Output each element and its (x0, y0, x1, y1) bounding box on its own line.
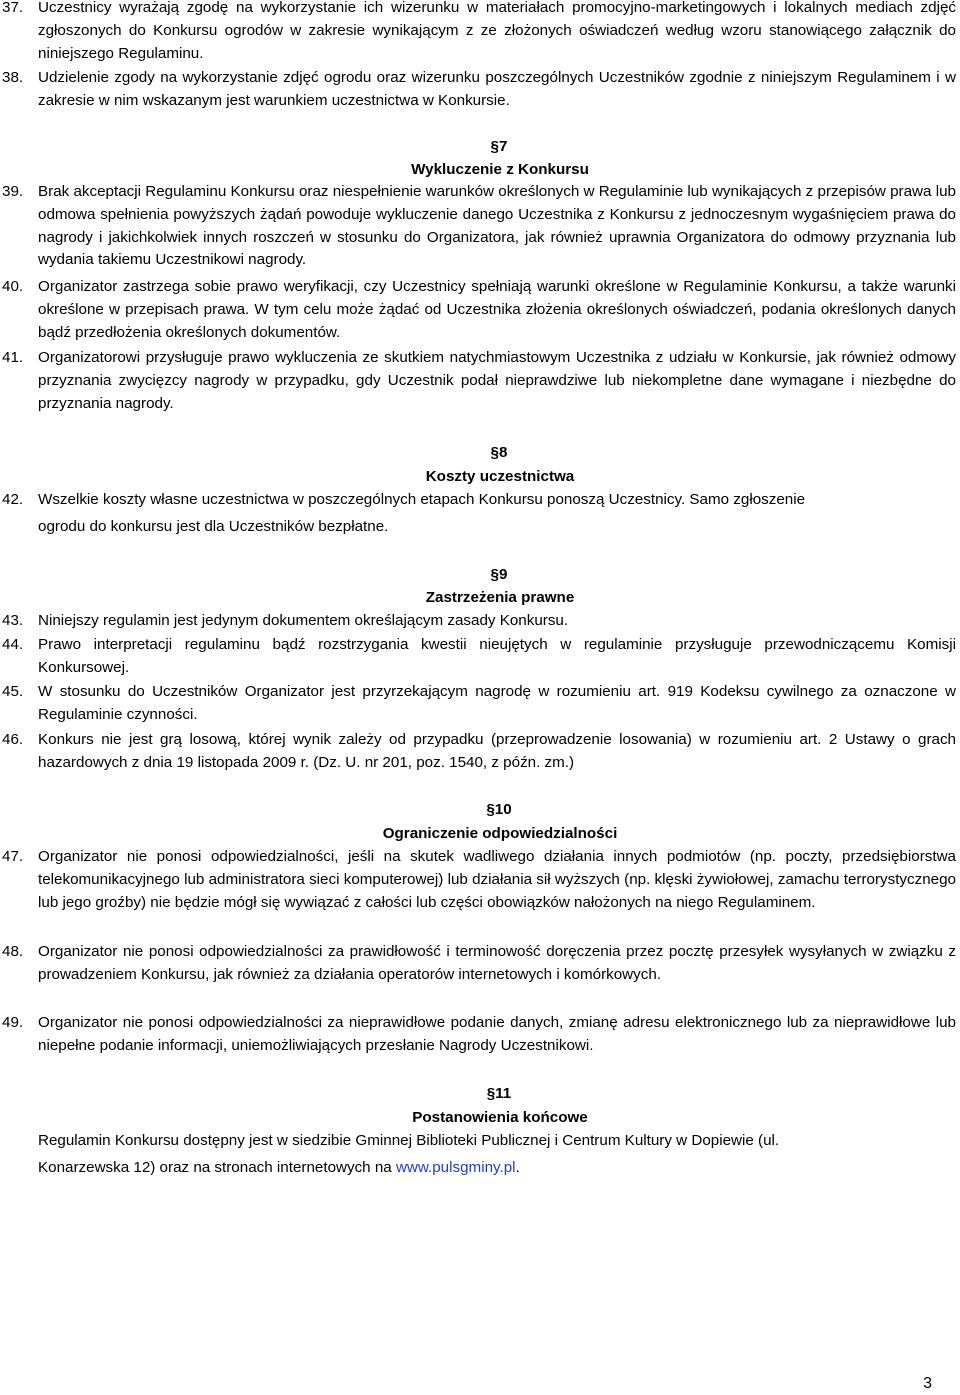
paragraph-39 (2, 181, 956, 272)
paragraph-38 (2, 67, 956, 113)
final-provisions-line-2 (38, 1157, 956, 1180)
section-11-number: §11 (486, 1085, 512, 1102)
paragraph-46 (2, 729, 956, 775)
paragraph-number: 44. (2, 636, 24, 653)
paragraph-text: Organizator nie ponosi odpowiedzialności za prawidłowość i terminowość doręczenia przez pocztę przesyłek wysyłanych w związku z prowadzeniem Konkursu, jak również za działania operatorów internetowych i komórkowych. (38, 943, 956, 983)
section-10-title: Ograniczenie odpowiedzialności (382, 825, 618, 842)
section-10-number: §10 (486, 801, 512, 818)
paragraph-text: Udzielenie zgody na wykorzystanie zdjęć ogrodu oraz wizerunku poszczególnych Uczestników zgodnie z niniejszym Regulaminem i w zakresie w nim wskazanym jest warunkiem uczestnictwa w Konkursie. (38, 69, 956, 109)
final-provisions-line-1: Regulamin Konkursu dostępny jest w siedzibie Gminnej Biblioteki Publicznej i Centrum Kultury w Dopiewie (ul. (38, 1132, 780, 1149)
website-link[interactable]: www.pulsgminy.pl (395, 1159, 516, 1176)
paragraph-text: Organizatorowi przysługuje prawo wykluczenia ze skutkiem natychmiastowym Uczestnika z udziału w Konkursie, jak również odmowy przyznania zwycięzcy nagrody w przypadku, gdy Uczestnik podał nieprawdziwe lub niekompletne dane wymagane i niezbędne do przyznania nagrody. (38, 349, 956, 412)
paragraph-42-continuation: ogrodu do konkursu jest dla Uczestników bezpłatne. (38, 518, 389, 535)
final-provisions-period: . (515, 1159, 520, 1176)
section-8-title: Koszty uczestnictwa (425, 468, 575, 485)
paragraph-text: Wszelkie koszty własne uczestnictwa w poszczególnych etapach Konkursu ponoszą Uczestnicy. Samo zgłoszenie (38, 491, 806, 508)
paragraph-number: 37. (2, 0, 24, 16)
paragraph-37 (2, 0, 956, 65)
paragraph-45 (2, 681, 956, 727)
paragraph-text: Organizator zastrzega sobie prawo weryfikacji, czy Uczestnicy spełniają warunki określone w Regulaminie Konkursu, a także warunki określone w przepisach prawa. W tym celu może żądać od Uczestnika złożenia określonych oświadczeń, podania określonych danych bądź przedłożenia określonych dokumentów. (38, 278, 956, 341)
section-9-title: Zastrzeżenia prawne (425, 589, 575, 606)
page-number: 3 (923, 1375, 932, 1392)
paragraph-number: 47. (2, 848, 24, 865)
final-provisions-text: Konarzewska 12) oraz na stronach internetowych na (38, 1159, 396, 1176)
paragraph-text: Organizator nie ponosi odpowiedzialności, jeśli na skutek wadliwego działania innych podmiotów (np. poczty, przedsiębiorstwa telekomunikacyjnego lub administratora sieci komputerowej) lub działania sił wyższych (np. klęski żywiołowej, zamachu terrorystycznego lub jego groźby) nie będzie mógł się wywiązać z całości lub części obowiązków nałożonych na niego Regulaminem. (38, 848, 956, 911)
paragraph-number: 41. (2, 349, 24, 366)
paragraph-number: 42. (2, 491, 24, 508)
paragraph-text: Brak akceptacji Regulaminu Konkursu oraz niespełnienie warunków określonych w Regulaminie lub wynikających z przepisów prawa lub odmowa spełnienia powyższych żądań powoduje wykluczenie danego Uczestnika z Konkursu z jednoczesnym wygaśnięciem prawa do nagrody i jakichkolwiek innych roszczeń w stosunku do Organizatora, jak również uprawnia Organizatora do odmowy przyznania lub wydania takiemu Uczestnikowi nagrody. (38, 183, 956, 269)
section-8-number: §8 (490, 444, 508, 461)
paragraph-48 (2, 941, 956, 987)
paragraph-number: 49. (2, 1014, 24, 1031)
paragraph-49 (2, 1012, 956, 1058)
paragraph-text: Konkurs nie jest grą losową, której wynik zależy od przypadku (przeprowadzenie losowania) w rozumieniu art. 2 Ustawy o grach hazardowych z dnia 19 listopada 2009 r. (Dz. U. nr 201, poz. 1540, z późn. zm.) (38, 731, 956, 771)
paragraph-40 (2, 276, 956, 344)
paragraph-number: 46. (2, 731, 24, 748)
paragraph-number: 43. (2, 612, 24, 629)
paragraph-42 (2, 489, 956, 512)
paragraph-text: W stosunku do Uczestników Organizator jest przyrzekającym nagrodę w rozumieniu art. 919 Kodeksu cywilnego za oznaczone w Regulaminie czynności. (38, 683, 956, 723)
paragraph-47 (2, 846, 956, 914)
paragraph-number: 45. (2, 683, 24, 700)
paragraph-44 (2, 634, 956, 680)
section-7-title: Wykluczenie z Konkursu (411, 161, 589, 178)
paragraph-text: Prawo interpretacji regulaminu bądź rozstrzygania kwestii nieujętych w regulaminie przysługuje przewodniczącemu Komisji Konkursowej. (38, 636, 956, 676)
paragraph-number: 39. (2, 183, 24, 200)
paragraph-number: 48. (2, 943, 24, 960)
paragraph-text: Uczestnicy wyrażają zgodę na wykorzystanie ich wizerunku w materiałach promocyjno-marketingowych i lokalnych mediach zdjęć zgłoszonych do Konkursu ogrodów w zakresie wynikającym z ze złożonych oświadczeń według wzoru stanowiącego załącznik do niniejszego Regulaminu. (38, 0, 956, 62)
paragraph-number: 40. (2, 278, 24, 295)
paragraph-41 (2, 347, 956, 415)
paragraph-43 (2, 610, 956, 633)
paragraph-number: 38. (2, 69, 24, 86)
section-7-number: §7 (490, 138, 508, 155)
section-9-number: §9 (490, 566, 508, 583)
section-11-title: Postanowienia końcowe (412, 1109, 588, 1126)
paragraph-text: Niniejszy regulamin jest jedynym dokumentem określającym zasady Konkursu. (38, 612, 569, 629)
paragraph-text: Organizator nie ponosi odpowiedzialności za nieprawidłowe podanie danych, zmianę adresu elektronicznego lub za nieprawidłowe lub niepełne podanie informacji, uniemożliwiających przesłanie Nagrody Uczestnikowi. (38, 1014, 956, 1054)
